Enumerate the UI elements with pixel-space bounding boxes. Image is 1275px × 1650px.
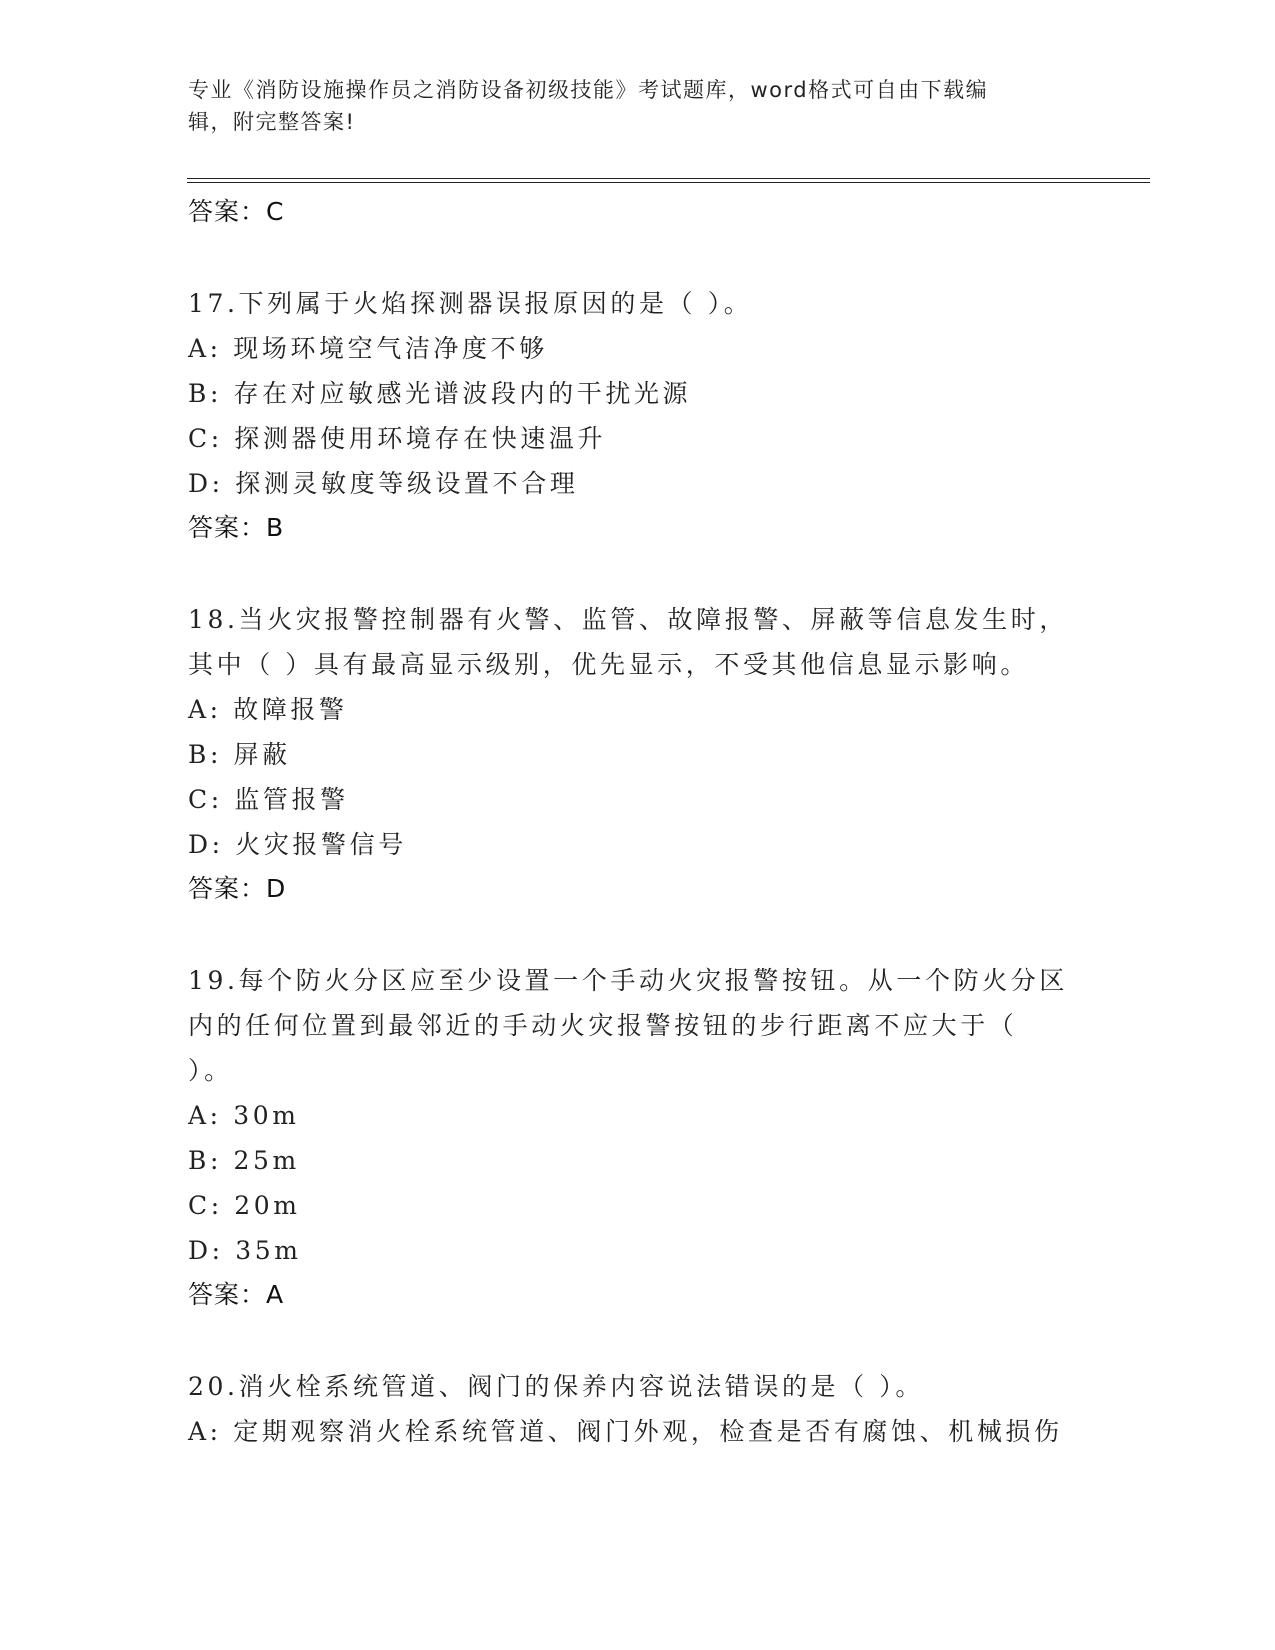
page-header (188, 74, 1068, 138)
option-d: D: 火灾报警信号 (188, 830, 407, 859)
question-18 (188, 597, 1068, 911)
header-divider-bottom (187, 182, 1150, 183)
question-19 (188, 958, 1068, 1317)
option-a: A: 现场环境空气洁净度不够 (188, 334, 548, 363)
option-c: C: 20m (188, 1191, 301, 1220)
question-stem: 18.当火灾报警控制器有火警、监管、故障报警、屏蔽等信息发生时，其中（ ）具有最高显示级别，优先显示，不受其他信息显示影响。 (188, 605, 1068, 679)
question-list (188, 186, 1068, 1454)
answer-line: 答案：B (188, 513, 285, 542)
option-b: B: 25m (188, 1146, 300, 1175)
option-b: B: 屏蔽 (188, 740, 291, 769)
option-d: D: 35m (188, 1236, 302, 1265)
header-line-1: 专业《消防设施操作员之消防设备初级技能》考试题库，word格式可自由下载编 (188, 78, 989, 102)
option-a: A: 定期观察消火栓系统管道、阀门外观，检查是否有腐蚀、机械损伤 (188, 1417, 1063, 1446)
header-divider-top (187, 178, 1150, 179)
answer-line: 答案：C (188, 197, 285, 226)
option-a: A: 30m (188, 1101, 300, 1130)
question-20 (188, 1364, 1068, 1454)
option-a: A: 故障报警 (188, 695, 348, 724)
answer-line: 答案：A (188, 1280, 285, 1309)
question-stem: 20.消火栓系统管道、阀门的保养内容说法错误的是（ ）。 (188, 1372, 925, 1401)
option-c: C: 监管报警 (188, 785, 349, 814)
option-c: C: 探测器使用环境存在快速温升 (188, 424, 607, 453)
answer-line: 答案：D (188, 874, 287, 903)
option-b: B: 存在对应敏感光谱波段内的干扰光源 (188, 379, 692, 408)
question-17 (188, 281, 1068, 550)
option-d: D: 探测灵敏度等级设置不合理 (188, 469, 579, 498)
header-line-2: 辑，附完整答案! (188, 110, 356, 134)
question-stem: 19.每个防火分区应至少设置一个手动火灾报警按钮。从一个防火分区内的任何位置到最邻近的手动火灾报警按钮的步行距离不应大于（ ）。 (188, 966, 1068, 1085)
question-stem: 17.下列属于火焰探测器误报原因的是（ ）。 (188, 289, 753, 318)
